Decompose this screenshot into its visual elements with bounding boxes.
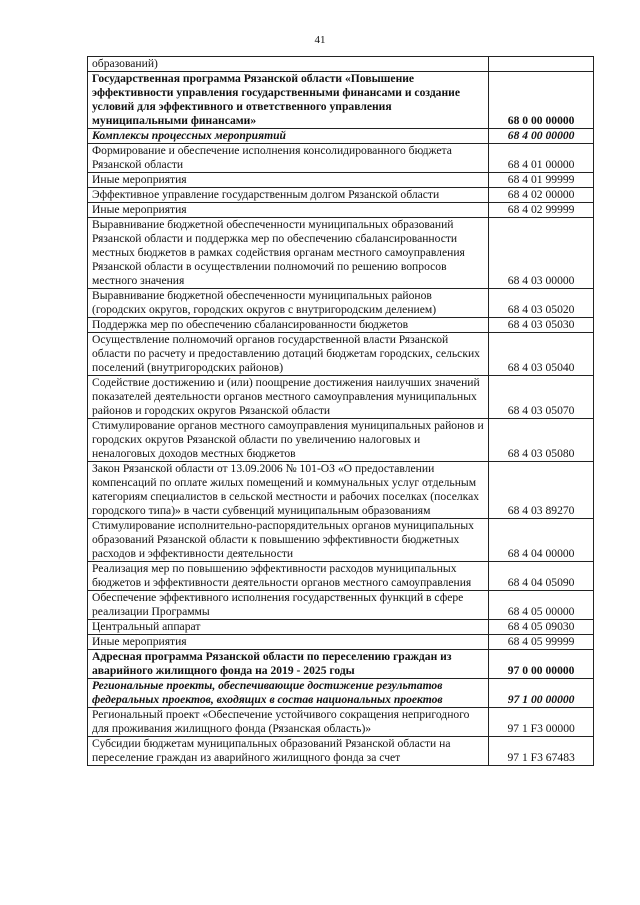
table-row xyxy=(88,462,594,519)
program-name-cell: Осуществление полномочий органов государственной власти Рязанской области по расчету и предоставлению дотаций бюджетам городских, сельских поселений (внутригородских районов) xyxy=(88,333,489,376)
program-name-cell: Обеспечение эффективного исполнения государственных функций в сфере реализации Программы xyxy=(88,591,489,620)
table-row xyxy=(88,218,594,289)
program-name-cell: Формирование и обеспечение исполнения консолидированного бюджета Рязанской области xyxy=(88,144,489,173)
table-row xyxy=(88,57,594,72)
table-row xyxy=(88,620,594,635)
program-code-cell: 68 4 04 05090 xyxy=(489,562,594,591)
program-code-cell: 68 4 05 00000 xyxy=(489,591,594,620)
program-code-cell: 68 4 05 99999 xyxy=(489,635,594,650)
program-code-cell: 97 1 F3 00000 xyxy=(489,708,594,737)
program-code-cell: 68 4 03 05080 xyxy=(489,419,594,462)
page-number: 41 xyxy=(314,34,326,46)
program-name-cell: Региональные проекты, обеспечивающие достижение результатов федеральных проектов, входящих в состав национальных проектов xyxy=(88,679,489,708)
table-row xyxy=(88,376,594,419)
program-name-cell: Региональный проект «Обеспечение устойчивого сокращения непригодного для проживания жилищного фонда (Рязанская область)» xyxy=(88,708,489,737)
program-name-cell: Центральный аппарат xyxy=(88,620,489,635)
program-name-cell: Выравнивание бюджетной обеспеченности муниципальных образований Рязанской области и поддержка мер по обеспечению сбалансированности местных бюджетов в рамках содействия органам местного самоуправления Рязанской области в осуществлении полномочий по решению вопросов местного значения xyxy=(88,218,489,289)
program-code-cell: 97 0 00 00000 xyxy=(489,650,594,679)
table-row xyxy=(88,144,594,173)
program-code-cell: 68 0 00 00000 xyxy=(489,72,594,129)
program-name-cell: Иные мероприятия xyxy=(88,173,489,188)
table-row xyxy=(88,679,594,708)
program-name-cell: Реализация мер по повышению эффективности расходов муниципальных бюджетов и эффективности деятельности органов местного самоуправления xyxy=(88,562,489,591)
table-row xyxy=(88,72,594,129)
table-body xyxy=(88,57,594,766)
program-name-cell: Эффективное управление государственным долгом Рязанской области xyxy=(88,188,489,203)
program-code-cell: 97 1 F3 67483 xyxy=(489,737,594,766)
program-code-cell: 68 4 03 05070 xyxy=(489,376,594,419)
program-name-cell: Поддержка мер по обеспечению сбалансированности бюджетов xyxy=(88,318,489,333)
program-code-cell: 68 4 03 89270 xyxy=(489,462,594,519)
table-row xyxy=(88,173,594,188)
program-name-cell: Комплексы процессных мероприятий xyxy=(88,129,489,144)
table-row xyxy=(88,419,594,462)
table-row xyxy=(88,708,594,737)
program-code-cell: 68 4 02 99999 xyxy=(489,203,594,218)
program-code-cell: 68 4 03 05030 xyxy=(489,318,594,333)
program-code-cell: 68 4 04 00000 xyxy=(489,519,594,562)
program-code-cell: 68 4 02 00000 xyxy=(489,188,594,203)
table-row xyxy=(88,519,594,562)
program-name-cell: Выравнивание бюджетной обеспеченности муниципальных районов (городских округов, городских округов с внутригородским делением) xyxy=(88,289,489,318)
program-name-cell: Стимулирование органов местного самоуправления муниципальных районов и городских округов Рязанской области по увеличению налоговых и неналоговых доходов местных бюджетов xyxy=(88,419,489,462)
table-row xyxy=(88,635,594,650)
table-row xyxy=(88,562,594,591)
program-code-cell xyxy=(489,57,594,72)
program-name-cell: Иные мероприятия xyxy=(88,635,489,650)
table-row xyxy=(88,591,594,620)
table-row xyxy=(88,129,594,144)
program-code-cell: 68 4 01 00000 xyxy=(489,144,594,173)
program-code-cell: 68 4 03 05020 xyxy=(489,289,594,318)
table-row xyxy=(88,289,594,318)
program-code-cell: 68 4 03 00000 xyxy=(489,218,594,289)
program-name-cell: Иные мероприятия xyxy=(88,203,489,218)
program-code-cell: 68 4 05 09030 xyxy=(489,620,594,635)
program-name-cell: Стимулирование исполнительно-распорядительных органов муниципальных образований Рязанской области к повышению эффективности бюджетных расходов и эффективности деятельности xyxy=(88,519,489,562)
program-name-cell: Субсидии бюджетам муниципальных образований Рязанской области на переселение граждан из аварийного жилищного фонда за счет xyxy=(88,737,489,766)
program-name-cell: Государственная программа Рязанской области «Повышение эффективности управления государственными финансами и создание условий для эффективного и ответственного управления муниципальными финансами» xyxy=(88,72,489,129)
program-code-cell: 97 1 00 00000 xyxy=(489,679,594,708)
table-row xyxy=(88,737,594,766)
program-name-cell: Закон Рязанской области от 13.09.2006 № 101-ОЗ «О предоставлении компенсаций по оплате жилых помещений и коммунальных услуг отдельным категориям специалистов в сельской местности и рабочих поселках (поселках городского типа)» в части субвенций муниципальным образованиям xyxy=(88,462,489,519)
program-name-cell: Адресная программа Рязанской области по переселению граждан из аварийного жилищного фонда на 2019 - 2025 годы xyxy=(88,650,489,679)
table-row xyxy=(88,650,594,679)
program-code-cell: 68 4 00 00000 xyxy=(489,129,594,144)
table-row xyxy=(88,203,594,218)
table-row xyxy=(88,318,594,333)
program-name-cell: Содействие достижению и (или) поощрение достижения наилучших значений показателей деятельности органов местного самоуправления муниципальных районов и городских округов Рязанской области xyxy=(88,376,489,419)
program-name-cell: образований) xyxy=(88,57,489,72)
table-row xyxy=(88,333,594,376)
table-row xyxy=(88,188,594,203)
program-code-cell: 68 4 03 05040 xyxy=(489,333,594,376)
budget-classification-table xyxy=(87,56,594,766)
program-code-cell: 68 4 01 99999 xyxy=(489,173,594,188)
